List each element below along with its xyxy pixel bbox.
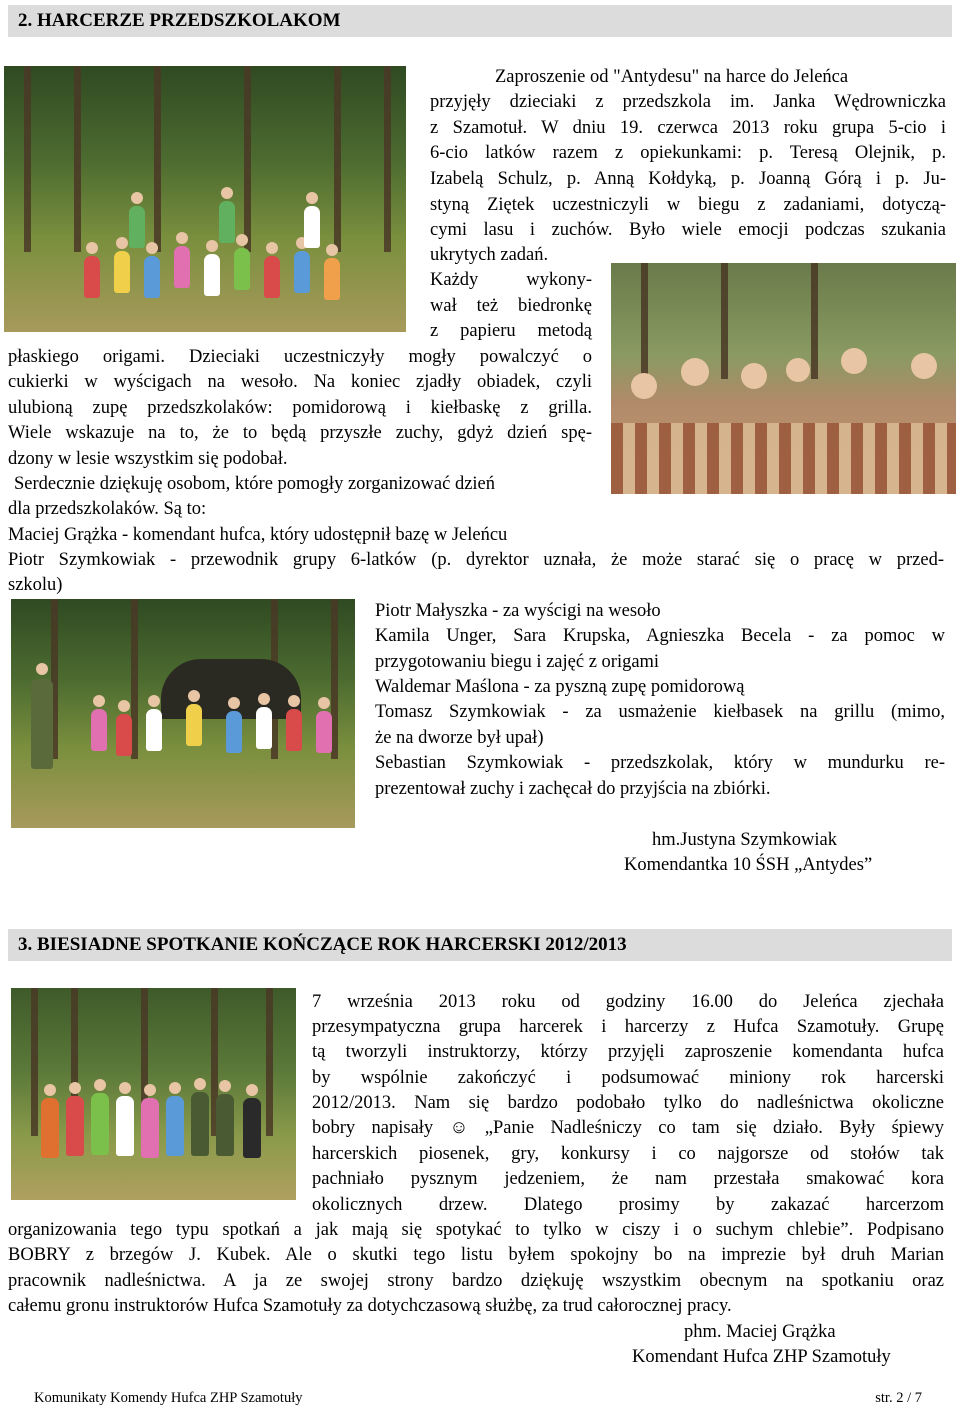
text-line: wał też biedronkę [430,296,592,316]
text-line: prezentował zuchy i zachęcał do przyjścia na zbiórki. [375,779,771,799]
text-line: 6-cio latków razem z opiekunkami: p. Teresą Olejnik, p. [430,143,946,163]
text-line: płaskiego origami. Dzieciaki uczestniczyły mogły powalczyć o [8,347,592,367]
text-line: całemu gronu instruktorów Hufca Szamotuły za dotychczasową służbę, za trud całorocznej pracy. [8,1296,732,1316]
text-line: organizowania tego typu spotkań a jak mają się spotykać to tylko w ciszy i o suchym chlebie”. Podpisano [8,1220,944,1240]
page-number: str. 2 / 7 [875,1390,922,1406]
text-line: cymi lasu i zuchów. Było wiele emocji podczas szukania [430,220,946,240]
text-line: harcerskich piosenek, gry, konkursy i co najgorsze od stołów tak [312,1144,944,1164]
section-heading: 3. BIESIADNE SPOTKANIE KOŃCZĄCE ROK HARCERSKI 2012/2013 [8,929,952,961]
text-line: 7 września 2013 roku od godziny 16.00 do Jeleńca zjechała [312,992,944,1012]
text-line: okolicznych drzew. Dlatego prosimy by zakazać harcerzom [312,1195,944,1215]
text-line: pachniało pysznym jedzeniem, że nam przestała smakować kora [312,1169,944,1189]
text-line: Waldemar Maślona - za pyszną zupę pomidorową [375,677,745,697]
text-line: przygotowaniu biegu i zajęć z origami [375,652,660,672]
text-line: ulubioną zupę przedszkolaków: pomidorową i kiełbaskę z grilla. [8,398,592,418]
text-line: Piotr Małyszka - za wyścigi na wesoło [375,601,661,621]
text-line: że na dworze był upał) [375,728,544,748]
photo-instructors-group [11,988,296,1200]
text-line: szkolu) [8,575,63,595]
signature-title: Komendantka 10 ŚSH „Antydes” [624,855,873,875]
signature-name: hm.Justyna Szymkowiak [652,830,837,850]
text-line: dzony w lesie wszystkim się podobał. [8,449,288,469]
text-line: przesympatyczna grupa harcerek i harcerzy z Hufca Szamotuły. Grupę [312,1017,944,1037]
text-line: Każdy wykony- [430,270,592,290]
text-line: Sebastian Szymkowiak - przedszkolak, który w mundurku re- [375,753,945,773]
text-line: Wiele wskazuje na to, że to będą przyszłe zuchy, gdyż dzień spę- [8,423,592,443]
text-line: dla przedszkolaków. Są to: [8,499,207,519]
text-line: Kamila Unger, Sara Krupska, Agnieszka Becela - za pomoc w [375,626,945,646]
text-line: bobry napisały ☺ „Panie Nadleśniczy co tam się działo. Były śpiewy [312,1118,944,1138]
footer-publication: Komunikaty Komendy Hufca ZHP Szamotuły [34,1390,303,1406]
text-line: styną Ziętek uczestniczyli w biegu z zadaniami, dotyczą- [430,195,946,215]
text-line: Zaproszenie od "Antydesu" na harce do Jeleńca [495,67,849,87]
text-line: tą tworzyli instruktorzy, którzy przyjęli zaproszenie komendanta hufca [312,1042,944,1062]
text-line: cukierki w wyścigach na wesoło. Na koniec zjadły obiadek, czyli [8,372,592,392]
text-line: przyjęły dzieciaki z przedszkola im. Janka Wędrowniczka [430,92,946,112]
text-line: Piotr Szymkowiak - przewodnik grupy 6-latków (p. dyrektor uznała, że może starać się o pracę w przed- [8,550,944,570]
signature-name: phm. Maciej Grążka [684,1322,836,1342]
text-line: Maciej Grążka - komendant hufca, który udostępnił bazę w Jeleńcu [8,525,508,545]
photo-kids-forest [4,66,406,332]
text-line: ukrytych zadań. [430,245,549,265]
text-line: Serdecznie dziękuję osobom, które pomogły zorganizować dzień [14,474,496,494]
signature-title: Komendant Hufca ZHP Szamotuły [632,1347,891,1367]
text-line: Izabelą Schulz, p. Anną Kołdyką, p. Joanną Górą i p. Ju- [430,169,946,189]
text-line: BOBRY z brzegów J. Kubek. Ale o skutki tego listu byłem spokojny bo na imprezie był druh Marian [8,1245,944,1265]
section-heading: 2. HARCERZE PRZEDSZKOLAKOM [8,5,952,37]
text-line: Tomasz Szymkowiak - za usmażenie kiełbasek na grillu (mimo, [375,702,945,722]
photo-origami-table [611,263,956,494]
text-line: z Szamotuł. W dniu 19. czerwca 2013 roku grupa 5-cio i [430,118,946,138]
text-line: by wspólnie zakończyć i podsumować miniony rok harcerski [312,1068,944,1088]
text-line: z papieru metodą [430,321,592,341]
photo-group-tent [11,599,355,828]
text-line: 2012/2013. Nam się bardzo podobało tylko do nadleśnictwa okoliczne [312,1093,944,1113]
text-line: pracownik nadleśnictwa. A ja ze swojej strony bardzo dziękuję wszystkim obecnym na spotkaniu oraz [8,1271,944,1291]
